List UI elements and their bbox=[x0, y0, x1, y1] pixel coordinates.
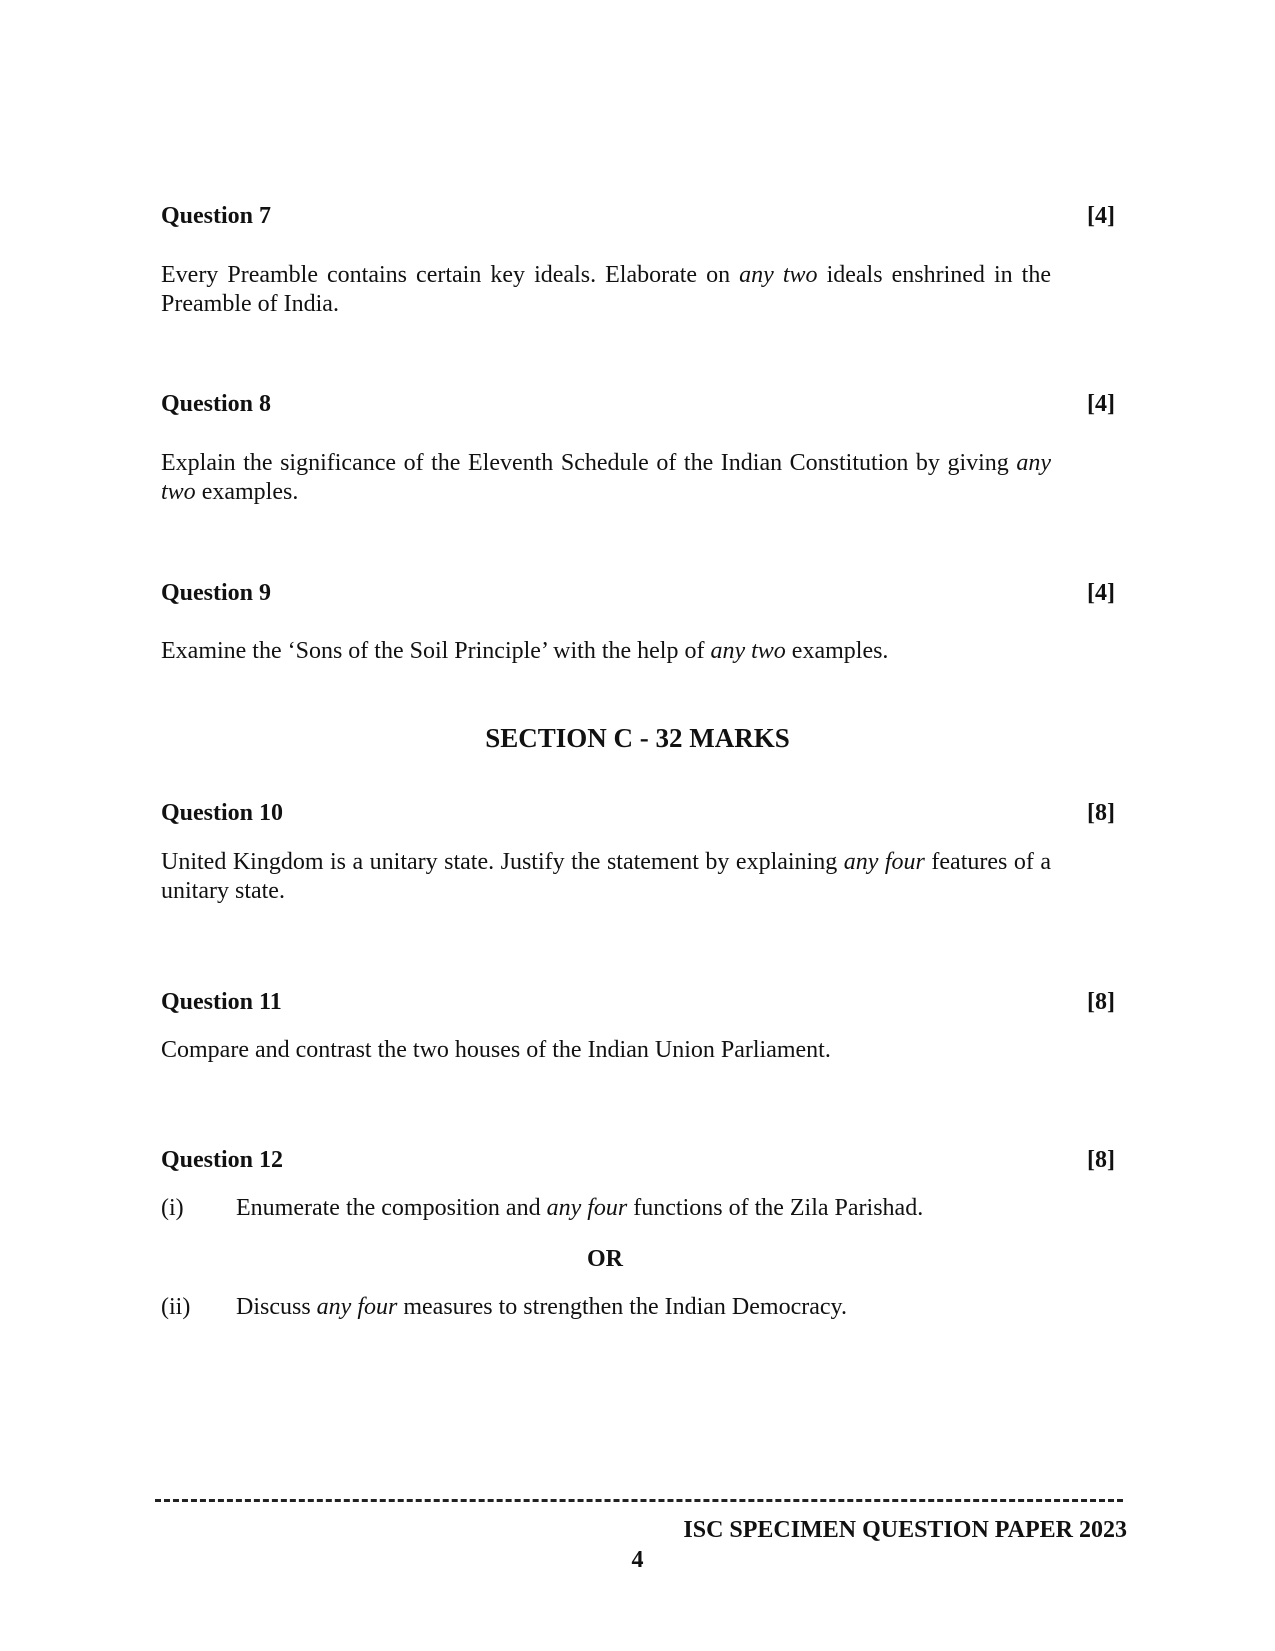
question-7-heading: Question 7 bbox=[161, 203, 272, 229]
question-9-text-part: examples. bbox=[785, 638, 889, 664]
question-12-heading: Question 12 bbox=[161, 1147, 284, 1173]
question-11-text: Compare and contrast the two houses of the Indian Union Parliament. bbox=[161, 1037, 831, 1063]
question-10-heading: Question 10 bbox=[161, 800, 284, 826]
question-12-option-i-text bbox=[236, 1194, 1086, 1223]
question-12-option-i-numeral: (i) bbox=[161, 1195, 184, 1221]
footer-paper-title: ISC SPECIMEN QUESTION PAPER 2023 bbox=[683, 1517, 1127, 1543]
question-11-heading: Question 11 bbox=[161, 989, 282, 1015]
option-i-text-part: Enumerate the composition and bbox=[236, 1195, 547, 1221]
question-10-marks: [8] bbox=[1087, 800, 1115, 826]
question-10-text-part: features of a unitary state. bbox=[161, 849, 1052, 904]
question-7-marks: [4] bbox=[1087, 203, 1115, 229]
question-10-text-part: United Kingdom is a unitary state. Justify the statement by explaining bbox=[161, 849, 844, 875]
question-12-option-ii-numeral: (ii) bbox=[161, 1294, 191, 1320]
question-7-text-part: ideals enshrined in the Preamble of India. bbox=[161, 262, 1051, 317]
question-8-heading: Question 8 bbox=[161, 391, 272, 417]
option-ii-text-part: Discuss bbox=[236, 1294, 317, 1320]
option-i-emphasis: any four bbox=[546, 1195, 628, 1221]
question-7-text bbox=[161, 261, 1051, 319]
question-7-text-part: Every Preamble contains certain key ideals. Elaborate on bbox=[161, 262, 740, 288]
question-9-text-part: Examine the ‘Sons of the Soil Principle’ with the help of bbox=[161, 638, 711, 664]
question-9-marks: [4] bbox=[1087, 580, 1115, 606]
question-7-emphasis: any two bbox=[739, 262, 818, 288]
question-9-heading: Question 9 bbox=[161, 580, 272, 606]
question-12-marks: [8] bbox=[1087, 1147, 1115, 1173]
question-11-marks: [8] bbox=[1087, 989, 1115, 1015]
question-8-marks: [4] bbox=[1087, 391, 1115, 417]
question-10-emphasis: any four bbox=[843, 849, 925, 875]
option-i-text-part: functions of the Zila Parishad. bbox=[627, 1195, 924, 1221]
question-9-text bbox=[161, 637, 1051, 666]
question-12-or-label: OR bbox=[587, 1246, 623, 1272]
section-c-title: SECTION C - 32 MARKS bbox=[485, 723, 790, 753]
question-8-text-part: examples. bbox=[195, 479, 299, 505]
page-number: 4 bbox=[631, 1547, 644, 1573]
question-9-emphasis: any two bbox=[710, 638, 786, 664]
question-8-text-part: Explain the significance of the Eleventh Schedule of the Indian Constitution by giving bbox=[161, 450, 1017, 476]
question-12-option-ii-text bbox=[236, 1293, 1086, 1322]
footer-divider bbox=[155, 1499, 1123, 1502]
question-10-text bbox=[161, 848, 1051, 906]
question-8-emphasis: any two bbox=[161, 450, 1051, 505]
option-ii-text-part: measures to strengthen the Indian Democracy. bbox=[397, 1294, 847, 1320]
option-ii-emphasis: any four bbox=[316, 1294, 398, 1320]
question-8-text bbox=[161, 449, 1051, 507]
